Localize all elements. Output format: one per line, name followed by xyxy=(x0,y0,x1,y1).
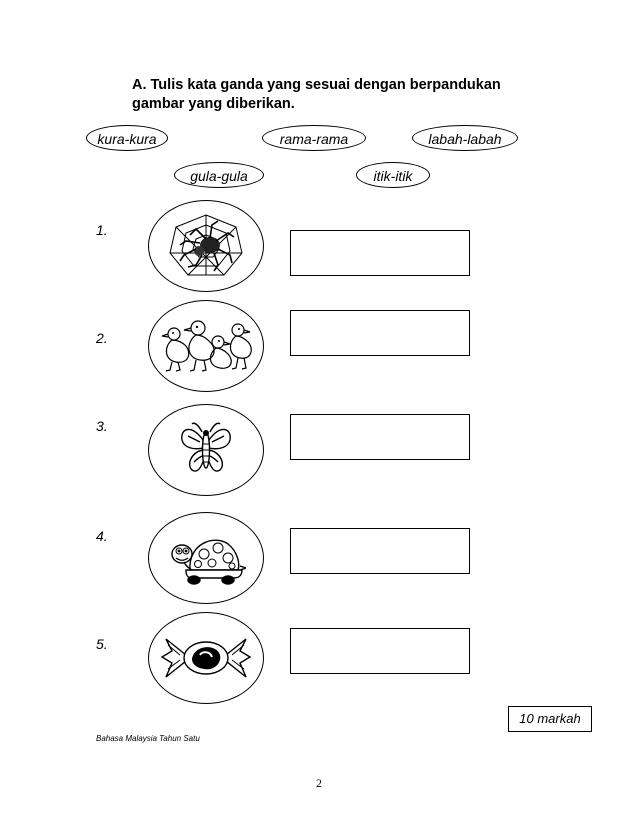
candy-icon xyxy=(160,633,252,683)
ducks-icon xyxy=(158,316,254,376)
butterfly-icon xyxy=(176,418,236,482)
picture-frame xyxy=(148,200,264,292)
question-number: 2. xyxy=(96,330,108,346)
word-bank-item: itik-itik xyxy=(356,162,430,188)
instruction-line-1: A. Tulis kata ganda yang sesuai dengan berpandukan xyxy=(132,77,501,93)
marks-box: 10 markah xyxy=(508,706,592,732)
picture-frame xyxy=(148,300,264,392)
instruction xyxy=(132,76,562,114)
page-number: 2 xyxy=(316,776,322,790)
word-bank-item: gula-gula xyxy=(174,162,264,188)
tortoise-icon xyxy=(166,530,246,586)
question-number: 4. xyxy=(96,528,108,544)
instruction-line-2: gambar yang diberikan. xyxy=(132,96,295,112)
picture-frame xyxy=(148,612,264,704)
spider-icon xyxy=(166,211,246,281)
answer-box[interactable] xyxy=(290,310,470,356)
word-bank-item: kura-kura xyxy=(86,125,168,151)
answer-box[interactable] xyxy=(290,230,470,276)
picture-frame xyxy=(148,512,264,604)
question-number: 1. xyxy=(96,222,108,238)
answer-box[interactable] xyxy=(290,628,470,674)
answer-box[interactable] xyxy=(290,414,470,460)
question-number: 5. xyxy=(96,636,108,652)
footer-text: Bahasa Malaysia Tahun Satu xyxy=(96,734,200,743)
word-bank-item: labah-labah xyxy=(412,125,518,151)
answer-box[interactable] xyxy=(290,528,470,574)
picture-frame xyxy=(148,404,264,496)
word-bank-item: rama-rama xyxy=(262,125,366,151)
question-number: 3. xyxy=(96,418,108,434)
